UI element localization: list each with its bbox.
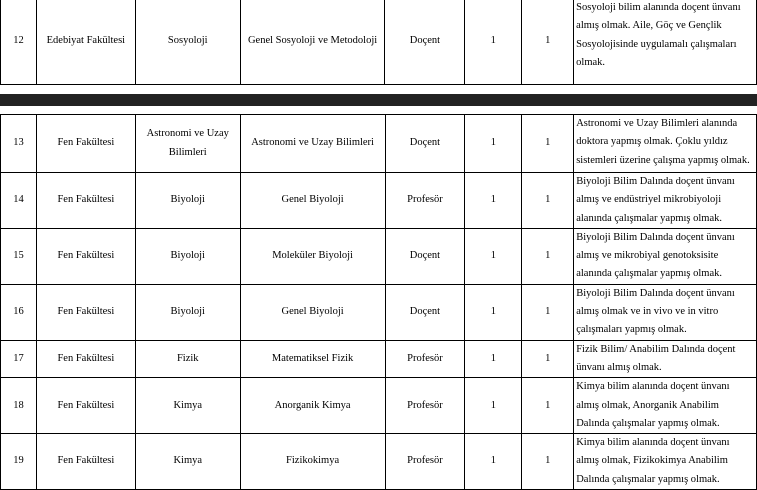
table-row [1, 228, 757, 284]
requirement-line: almış olmak, Anorganik Anabilim [576, 399, 719, 411]
page-separator-bar [0, 94, 757, 106]
faculty-cell: Fen Fakültesi [36, 340, 135, 378]
requirement-line: almış olmak. Aile, Göç ve Gençlik [576, 20, 722, 32]
requirement-line: ünvanı almış olmak. [576, 361, 662, 373]
count-cell: 1 [522, 228, 574, 284]
requirement-cell [574, 115, 757, 173]
faculty-cell: Fen Fakültesi [36, 434, 135, 490]
requirement-line: Astronomi ve Uzay Bilimleri alanında [576, 118, 738, 129]
title-cell: Profesör [385, 378, 465, 434]
count-cell: 1 [465, 228, 522, 284]
count-cell: 1 [465, 0, 522, 85]
requirement-line: Sosyolojisinde uygulamalı çalışmaları [576, 38, 737, 50]
table-row [1, 284, 757, 340]
requirement-line: olmak. [576, 56, 606, 68]
requirement-line: Kimya bilim alanında doçent ünvanı [576, 437, 730, 449]
row-number-cell: 18 [1, 378, 37, 434]
count-cell: 1 [522, 378, 574, 434]
requirement-cell [574, 284, 757, 340]
field-cell: Anorganik Kimya [240, 378, 385, 434]
count-cell: 1 [522, 115, 574, 173]
count-cell: 1 [465, 340, 522, 378]
row-number-cell: 12 [1, 0, 37, 85]
table-row [1, 340, 757, 378]
requirement-line: Sosyoloji bilim alanında doçent ünvanı [576, 2, 741, 13]
faculty-cell: Fen Fakültesi [36, 115, 135, 173]
table-row [1, 434, 757, 490]
faculty-cell: Edebiyat Fakültesi [36, 0, 135, 85]
row-number-cell: 16 [1, 284, 37, 340]
department-cell: Biyoloji [135, 173, 240, 229]
field-cell: Fizikokimya [240, 434, 385, 490]
title-cell: Doçent [385, 115, 465, 173]
faculty-cell: Fen Fakültesi [36, 378, 135, 434]
positions-table-top [0, 0, 757, 85]
requirement-cell [574, 340, 757, 378]
requirement-line: almış olmak, Fizikokimya Anabilim [576, 455, 728, 467]
faculty-cell: Fen Fakültesi [36, 173, 135, 229]
count-cell: 1 [522, 340, 574, 378]
requirement-line: almış olmak ve in vivo ve in vitro [576, 306, 719, 318]
requirement-line: Fizik Bilim/ Anabilim Dalında doçent [576, 343, 736, 355]
department-cell: Biyoloji [135, 284, 240, 340]
department-cell: Astronomi ve Uzay Bilimleri [135, 115, 240, 173]
table-row [1, 173, 757, 229]
row-number-cell: 13 [1, 115, 37, 173]
requirement-line: çalışmaları yapmış olmak. [576, 324, 687, 336]
count-cell: 1 [465, 378, 522, 434]
table-row [1, 378, 757, 434]
title-cell: Doçent [385, 0, 465, 85]
requirement-line: alanında çalışmalar yapmış olmak. [576, 268, 722, 280]
requirement-cell [574, 378, 757, 434]
requirement-line: doktora yapmış olmak. Çoklu yıldız [576, 136, 728, 148]
requirement-cell [574, 0, 757, 85]
count-cell: 1 [465, 284, 522, 340]
requirement-line: Dalında çalışmalar yapmış olmak. [576, 473, 720, 485]
table-row [1, 0, 757, 85]
requirement-line: Kimya bilim alanında doçent ünvanı [576, 381, 730, 393]
requirement-line: sistemleri üzerine çalışma yapmış olmak. [576, 154, 750, 166]
field-cell: Moleküler Biyoloji [240, 228, 385, 284]
faculty-cell: Fen Fakültesi [36, 284, 135, 340]
requirement-cell [574, 434, 757, 490]
row-number-cell: 15 [1, 228, 37, 284]
requirement-line: Biyoloji Bilim Dalında doçent ünvanı [576, 231, 735, 243]
row-number-cell: 14 [1, 173, 37, 229]
requirement-line: almış ve mikrobiyal genotoksisite [576, 250, 719, 262]
table-row [1, 115, 757, 173]
department-cell: Kimya [135, 378, 240, 434]
department-cell: Fizik [135, 340, 240, 378]
count-cell: 1 [522, 284, 574, 340]
field-cell: Genel Sosyoloji ve Metodoloji [240, 0, 385, 85]
title-cell: Doçent [385, 228, 465, 284]
title-cell: Profesör [385, 434, 465, 490]
department-cell: Biyoloji [135, 228, 240, 284]
field-cell: Genel Biyoloji [240, 284, 385, 340]
field-cell: Genel Biyoloji [240, 173, 385, 229]
requirement-line: alanında çalışmalar yapmış olmak. [576, 212, 722, 224]
row-number-cell: 17 [1, 340, 37, 378]
requirement-line: Biyoloji Bilim Dalında doçent ünvanı [576, 287, 735, 299]
count-cell: 1 [465, 173, 522, 229]
row-number-cell: 19 [1, 434, 37, 490]
department-cell: Sosyoloji [135, 0, 240, 85]
title-cell: Profesör [385, 173, 465, 229]
field-cell: Matematiksel Fizik [240, 340, 385, 378]
count-cell: 1 [522, 0, 574, 85]
positions-table [0, 114, 757, 490]
faculty-cell: Fen Fakültesi [36, 228, 135, 284]
department-cell: Kimya [135, 434, 240, 490]
count-cell: 1 [522, 173, 574, 229]
field-cell: Astronomi ve Uzay Bilimleri [240, 115, 385, 173]
count-cell: 1 [522, 434, 574, 490]
count-cell: 1 [465, 115, 522, 173]
requirement-line: Biyoloji Bilim Dalında doçent ünvanı [576, 176, 735, 187]
requirement-cell [574, 228, 757, 284]
requirement-cell [574, 173, 757, 229]
title-cell: Profesör [385, 340, 465, 378]
requirement-line: almış ve endüstriyel mikrobiyoloji [576, 194, 722, 206]
title-cell: Doçent [385, 284, 465, 340]
requirement-line: Dalında çalışmalar yapmış olmak. [576, 417, 720, 429]
count-cell: 1 [465, 434, 522, 490]
